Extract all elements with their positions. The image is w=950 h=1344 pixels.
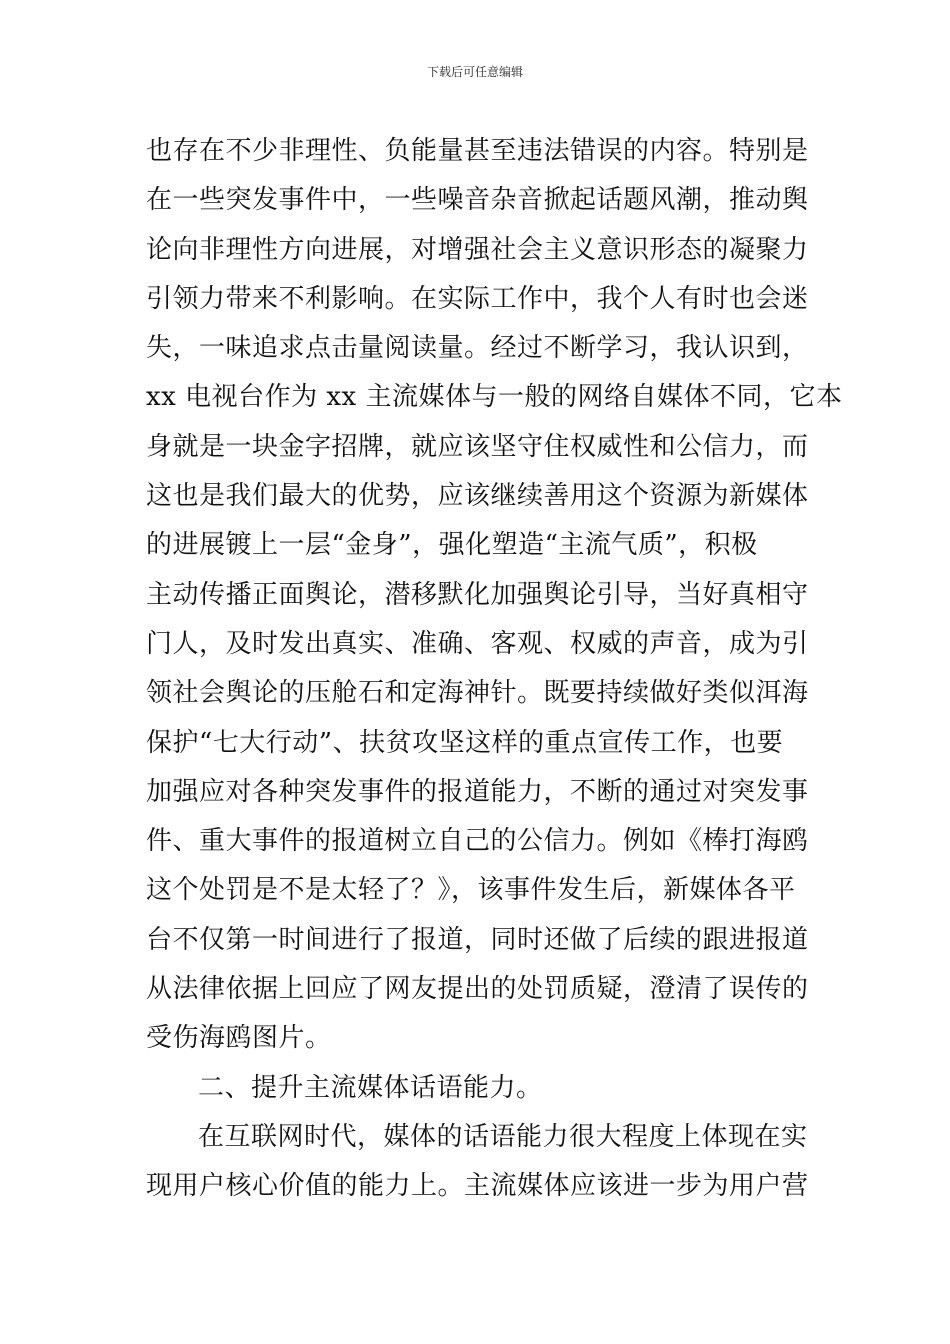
text-line: 在一些突发事件中，一些噪音杂音掀起话题风潮，推动舆: [146, 185, 809, 216]
text-line: 论向非理性方向进展，对增强社会主义意识形态的凝聚力: [146, 234, 809, 265]
text-line: 引领力带来不利影响。在实际工作中，我个人有时也会迷: [146, 283, 809, 314]
text-line: 从法律依据上回应了网友提出的处罚质疑，澄清了误传的: [146, 974, 809, 1005]
text-line: 件、重大事件的报道树立自己的公信力。例如《棒打海鸥: [146, 826, 809, 857]
text-line: 也存在不少非理性、负能量甚至违法错误的内容。特别是: [146, 136, 809, 166]
text-line: 保护“七大行动”、扶贫攻坚这样的重点宣传工作，也要: [146, 727, 784, 758]
text-line: 加强应对各种突发事件的报道能力，不断的通过对突发事: [146, 776, 809, 807]
text-line: 身就是一块金字招牌，就应该坚守住权威性和公信力，而: [146, 431, 809, 462]
document-body: [146, 127, 843, 1212]
text-line: 这个处罚是不是太轻了？》，该事件发生后，新媒体各平: [146, 875, 796, 906]
text-line: 现用户核心价值的能力上。主流媒体应该进一步为用户营: [146, 1171, 809, 1202]
section-heading: 二、提升主流媒体话语能力。: [198, 1072, 543, 1103]
page-header: 下载后可任意编辑: [426, 65, 523, 79]
text-line: 领社会舆论的压舱石和定海神针。既要持续做好类似洱海: [146, 678, 809, 709]
text-line: 受伤海鸥图片。: [146, 1023, 332, 1054]
text-line: 这也是我们最大的优势，应该继续善用这个资源为新媒体: [146, 481, 809, 512]
text-line: 门人，及时发出真实、准确、客观、权威的声音，成为引: [146, 628, 809, 659]
text-line: 失，一味追求点击量阅读量。经过不断学习，我认识到，: [146, 333, 809, 364]
text-line: 的进展镀上一层“金身”，强化塑造“主流气质”，积极: [146, 530, 758, 561]
text-line: xx 电视台作为 xx 主流媒体与一般的网络自媒体不同，它本: [146, 382, 843, 413]
paragraph-first-line: 在互联网时代，媒体的话语能力很大程度上体现在实: [198, 1121, 808, 1152]
text-line: 主动传播正面舆论，潜移默化加强舆论引导，当好真相守: [146, 579, 809, 610]
text-line: 台不仅第一时间进行了报道，同时还做了后续的跟进报道: [146, 924, 809, 955]
